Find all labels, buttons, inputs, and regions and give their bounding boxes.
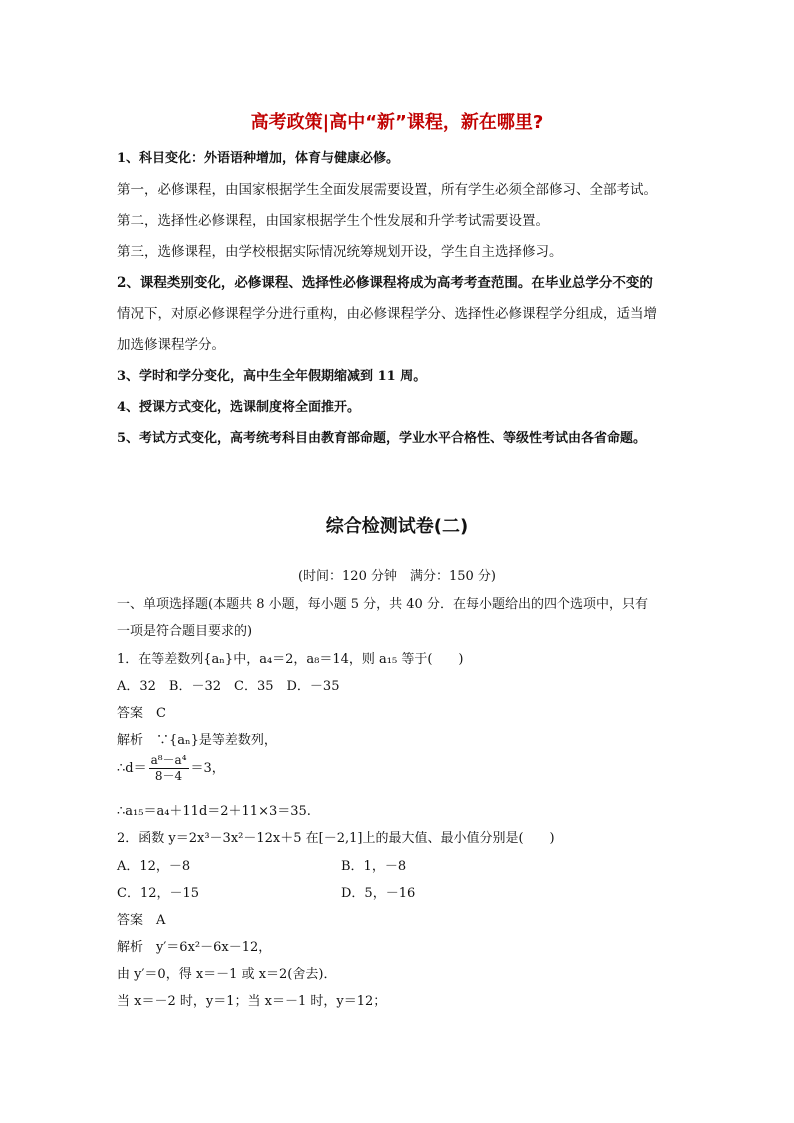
- policy-item-2: [117, 271, 687, 291]
- policy-line: 第一，必修课程，由国家根据学生全面发展需要设置，所有学生必须全部修习、全部考试。: [117, 182, 657, 198]
- question-1: 1．在等差数列{aₙ}中，a₄＝2，a₈＝14，则 a₁₅ 等于( ): [117, 652, 464, 667]
- question-2-explanation: 由 y′＝0，得 x＝－1 或 x＝2(舍去)．: [117, 967, 337, 982]
- formula-suffix: ＝3，: [190, 761, 225, 776]
- policy-line: 第三，选修课程，由学校根据实际情况统筹规划开设，学生自主选择修习。: [117, 244, 563, 260]
- fraction-numerator: a⁸－a⁴: [150, 753, 187, 767]
- question-2-explanation: 解析 y′＝6x²－6x－12，: [117, 940, 272, 955]
- question-2-option-d: D．5，－16: [341, 886, 416, 901]
- exam-meta: (时间：120 分钟 满分：150 分): [297, 569, 497, 584]
- question-2-option-b: B．1，－8: [341, 859, 407, 874]
- question-2: 2．函数 y＝2x³－3x²－12x＋5 在[－2,1]上的最大值、最小值分别是( ): [117, 831, 555, 846]
- section-heading: 一、单项选择题(本题共 8 小题，每小题 5 分，共 40 分．在每小题给出的四个选项中，只有: [117, 597, 648, 612]
- question-2-answer: 答案 A: [117, 913, 166, 928]
- fraction: [149, 753, 189, 784]
- question-1-explanation: 解析 ∵{aₙ}是等差数列，: [117, 733, 277, 748]
- policy-line: 加选修课程学分。: [117, 337, 225, 353]
- question-2-option-c: C．12，－15: [117, 886, 200, 901]
- fraction-denominator: 8－4: [154, 769, 183, 783]
- policy-item-1: 1、科目变化：外语语种增加，体育与健康必修。: [117, 151, 400, 166]
- question-2-explanation: 当 x＝－2 时，y＝1；当 x＝－1 时，y＝12；: [117, 994, 387, 1009]
- question-1-options: A．32 B．－32 C．35 D．－35: [117, 679, 340, 694]
- question-1-answer: 答案 C: [117, 706, 166, 721]
- policy-line: 情况下，对原必修课程学分进行重构，由必修课程学分、选择性必修课程学分组成，适当增: [117, 306, 657, 322]
- policy-title: 高考政策|高中“新”课程，新在哪里?: [250, 112, 544, 133]
- question-1-formula: [117, 753, 687, 784]
- exam-title: 综合检测试卷(二): [325, 516, 469, 537]
- section-heading-cont: 一项是符合题目要求的): [117, 624, 253, 639]
- policy-item-2-text: 2、课程类别变化，必修课程、选择性必修课程将成为高考考查范围。在毕业总学分不变的: [117, 275, 653, 291]
- question-2-option-a: A．12，－8: [117, 859, 191, 874]
- question-1-result: ∴a₁₅＝a₄＋11d＝2＋11×3＝35.: [117, 804, 311, 819]
- formula-prefix: ∴d＝: [117, 761, 147, 776]
- policy-item-5: 5、考试方式变化，高考统考科目由教育部命题，学业水平合格性、等级性考试由各省命题。: [117, 431, 647, 446]
- policy-item-4: 4、授课方式变化，选课制度将全面推开。: [117, 400, 361, 415]
- policy-line: 第二，选择性必修课程，由国家根据学生个性发展和升学考试需要设置。: [117, 213, 549, 229]
- policy-item-3: 3、学时和学分变化，高中生全年假期缩减到 11 周。: [117, 369, 427, 384]
